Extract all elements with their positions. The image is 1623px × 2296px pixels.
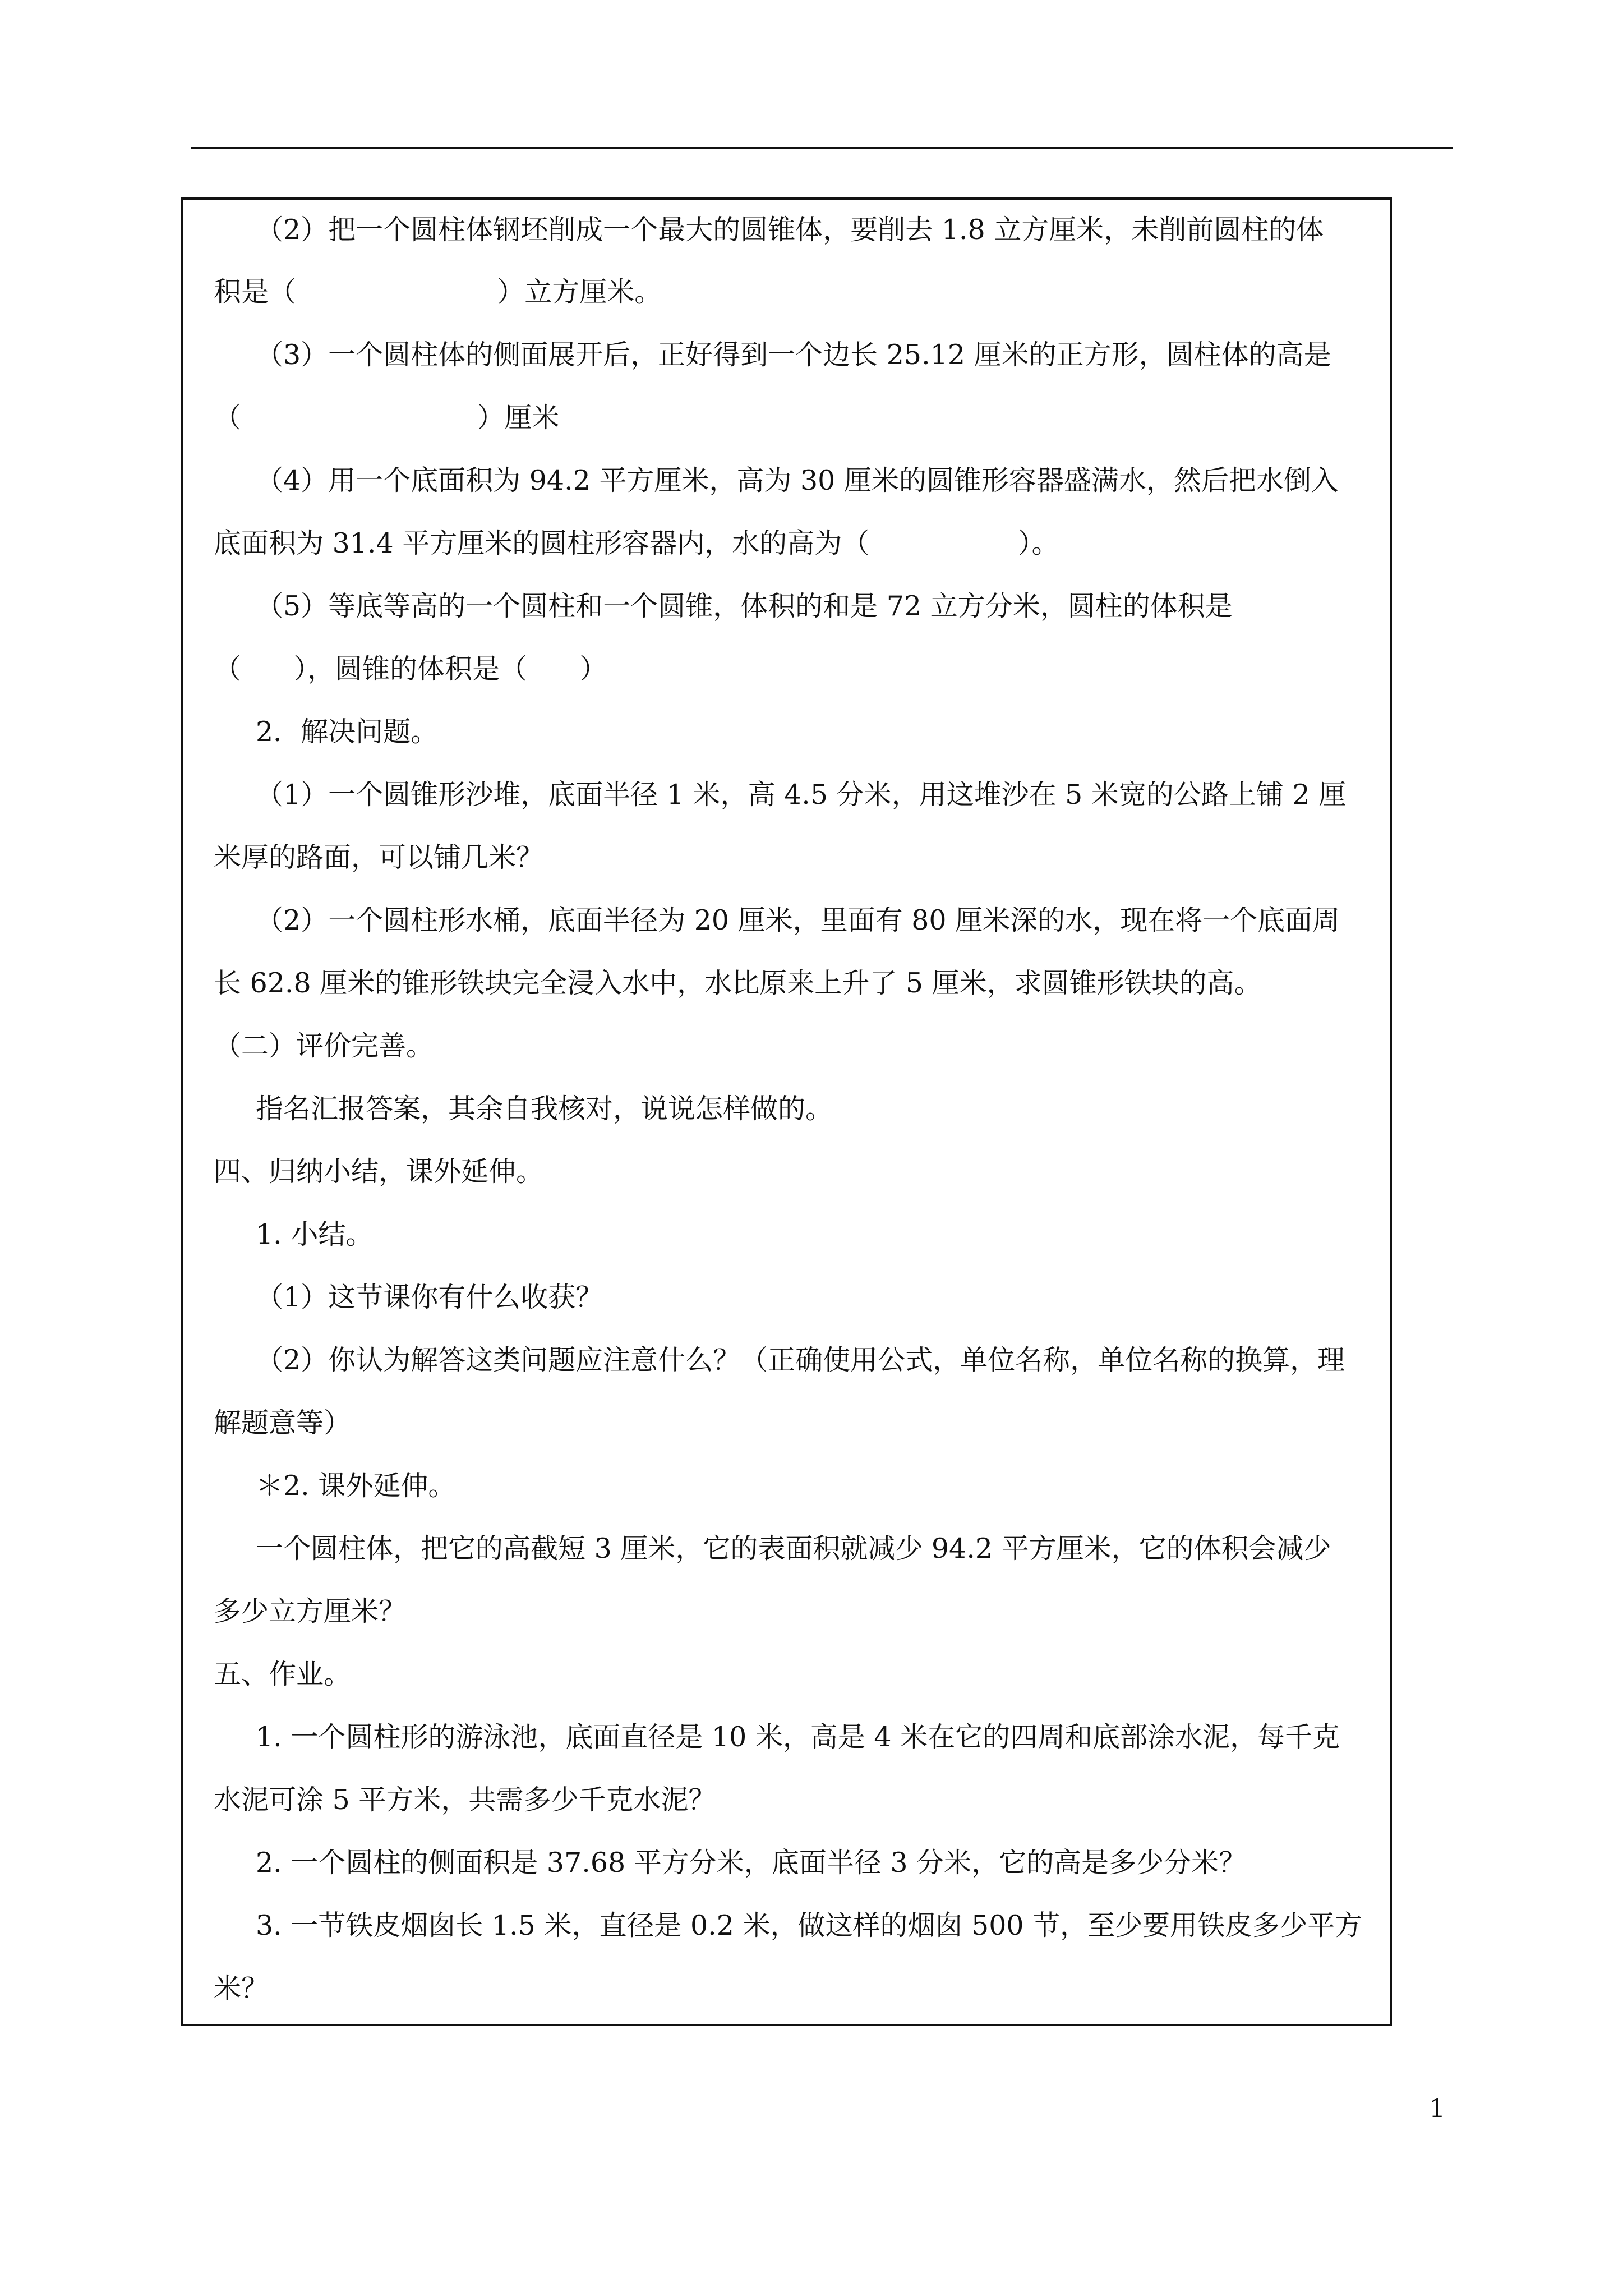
summary-question-1: （1）这节课你有什么收获？: [256, 1281, 603, 1313]
extension-problem-line-2: 多少立方厘米？: [214, 1595, 407, 1627]
section-evaluation: （二）评价完善。: [214, 1030, 434, 1062]
problem-1-line-2: 米厚的路面，可以铺几米？: [214, 841, 544, 873]
problem-1-line-1: （1）一个圆锥形沙堆，底面半径 1 米，高 4.5 分米，用这堆沙在 5 米宽的公路上铺 2 厘: [256, 779, 1347, 811]
homework-3-line-1: 3. 一节铁皮烟囱长 1.5 米，直径是 0.2 米，做这样的烟囱 500 节，至少要用铁皮多少平方: [256, 1910, 1363, 1941]
homework-2: 2. 一个圆柱的侧面积是 37.68 平方分米，底面半径 3 分米，它的高是多少分米？: [256, 1847, 1247, 1879]
extension-heading: ＊2. 课外延伸。: [256, 1470, 456, 1502]
page-number: 1: [1429, 2093, 1446, 2123]
summary-heading: 1. 小结。: [256, 1218, 374, 1250]
section-summary: 四、归纳小结，课外延伸。: [214, 1156, 544, 1188]
problem-2-line-2: 长 62.8 厘米的锥形铁块完全浸入水中，水比原来上升了 5 厘米，求圆锥形铁块的高。: [214, 967, 1262, 999]
q5-line-1: （5）等底等高的一个圆柱和一个圆锥，体积的和是 72 立方分米，圆柱的体积是: [256, 590, 1233, 622]
section-heading-solve: 2．解决问题。: [256, 716, 439, 748]
homework-1-line-1: 1. 一个圆柱形的游泳池，底面直径是 10 米，高是 4 米在它的四周和底部涂水泥，每千克: [256, 1721, 1340, 1753]
evaluation-text: 指名汇报答案，其余自我核对，说说怎样做的。: [256, 1093, 833, 1125]
section-homework: 五、作业。: [214, 1658, 352, 1690]
header-rule: [191, 147, 1453, 149]
q5-line-2: （ ），圆锥的体积是（ ）: [214, 653, 607, 685]
q2-line-1: （2）把一个圆柱体钢坯削成一个最大的圆锥体，要削去 1.8 立方厘米，未削前圆柱的体: [256, 214, 1324, 246]
extension-problem-line-1: 一个圆柱体，把它的高截短 3 厘米，它的表面积就减少 94.2 平方厘米，它的体积会减少: [256, 1533, 1331, 1565]
q2-line-2: 积是（ ）立方厘米。: [214, 276, 662, 308]
homework-1-line-2: 水泥可涂 5 平方米，共需多少千克水泥？: [214, 1784, 716, 1816]
problem-2-line-1: （2）一个圆柱形水桶，底面半径为 20 厘米，里面有 80 厘米深的水，现在将一个底面周: [256, 904, 1340, 936]
q3-line-2: （ ）厘米: [214, 402, 560, 434]
q4-line-2: 底面积为 31.4 平方厘米的圆柱形容器内，水的高为（ ）。: [214, 527, 1059, 559]
q3-line-1: （3）一个圆柱体的侧面展开后，正好得到一个边长 25.12 厘米的正方形，圆柱体的高是: [256, 339, 1331, 371]
homework-3-line-2: 米？: [214, 1972, 269, 2004]
summary-question-2-line-2: 解题意等）: [214, 1407, 352, 1439]
q4-line-1: （4）用一个底面积为 94.2 平方厘米，高为 30 厘米的圆锥形容器盛满水，然后把水倒入: [256, 464, 1339, 496]
summary-question-2-line-1: （2）你认为解答这类问题应注意什么？（正确使用公式，单位名称，单位名称的换算，理: [256, 1344, 1345, 1376]
document-frame: [181, 197, 1392, 2026]
